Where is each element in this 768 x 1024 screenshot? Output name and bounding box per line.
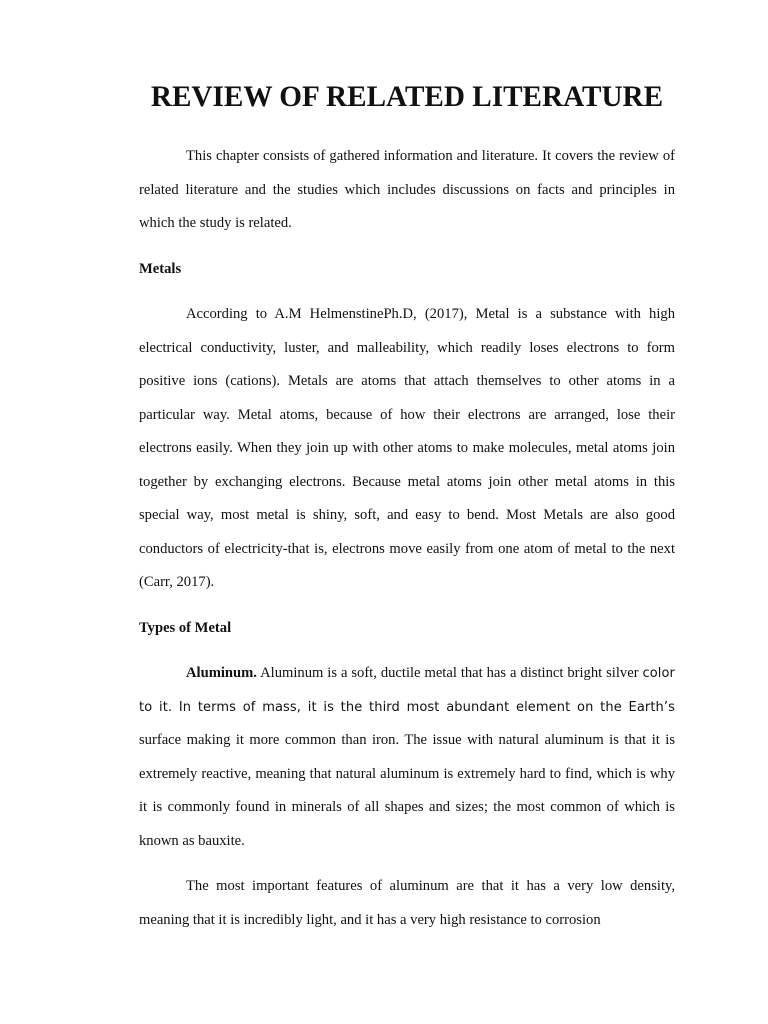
spacer — [139, 858, 675, 870]
spacer — [139, 286, 675, 298]
aluminum-features-paragraph: The most important features of aluminum are that it has a very low density, meaning that it is incredibly light, and it has a very high resistance to corrosion — [139, 878, 675, 928]
spacer — [139, 241, 675, 253]
aluminum-text-2: color to it. In terms of mass, it is the third most abundant element on the Earth’s — [139, 666, 675, 715]
spacer — [139, 645, 675, 657]
aluminum-term: Aluminum. — [186, 665, 257, 681]
intro-paragraph: This chapter consists of gathered information and literature. It covers the review of related literature and the studies which includes discussions on facts and principles in which the study is related. — [139, 148, 675, 231]
page-title: REVIEW OF RELATED LITERATURE — [150, 81, 664, 113]
aluminum-text-1: Aluminum is a soft, ductile metal that has a distinct bright silver — [256, 665, 643, 681]
section-heading-metals: Metals — [139, 260, 182, 277]
aluminum-paragraph — [139, 657, 675, 858]
spacer — [139, 600, 675, 612]
document-body — [139, 81, 675, 937]
section-heading-types-of-metal: Types of Metal — [139, 619, 232, 636]
aluminum-text-3: surface making it more common than iron. The issue with natural aluminum is that it is extremely reactive, meaning that natural aluminum is extremely hard to find, which is why it is commonly found in minerals of all shapes and sizes; the most common of which is known as bauxite. — [139, 732, 675, 849]
metals-paragraph: According to A.M HelmenstinePh.D, (2017), Metal is a substance with high electrical conductivity, luster, and malleability, which readily loses electrons to form positive ions (cations). Metals are atoms that attach themselves to other atoms in a particular way. Metal atoms, because of how their electrons are arranged, lose their electrons easily. When they join up with other atoms to make molecules, metal atoms join together by exchanging electrons. Because metal atoms join other metal atoms in this special way, most metal is shiny, soft, and easy to bend. Most Metals are also good conductors of electricity-that is, electrons move easily from one atom of metal to the next (Carr, 2017). — [139, 306, 675, 590]
